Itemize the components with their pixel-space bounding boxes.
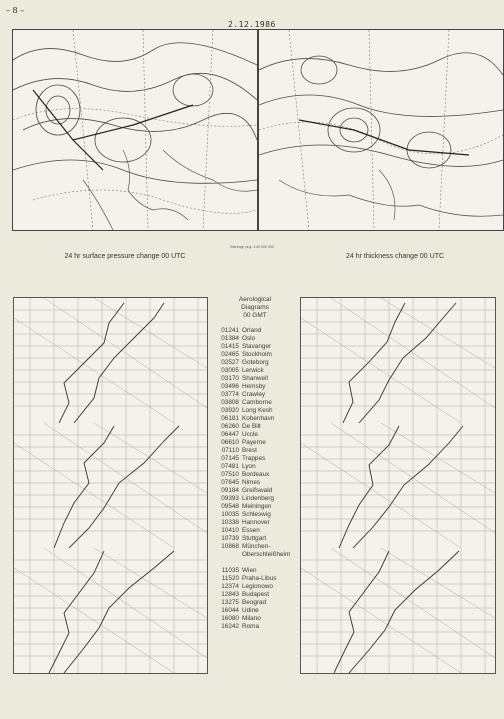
station-row xyxy=(211,431,299,439)
station-code: 07145 xyxy=(221,455,239,462)
station-row xyxy=(211,327,299,335)
station-code: 06260 xyxy=(221,423,239,430)
station-code: 12843 xyxy=(221,591,239,598)
station-name: Bordeaux xyxy=(242,471,270,478)
station-row xyxy=(211,375,299,383)
station-row xyxy=(211,407,299,415)
station-code: 16080 xyxy=(221,615,239,622)
station-code: 09548 xyxy=(221,503,239,510)
station-code: 11520 xyxy=(221,575,239,582)
station-code: 07645 xyxy=(221,479,239,486)
station-list xyxy=(211,296,299,631)
station-name: Greifswald xyxy=(242,487,273,494)
station-name: Hannover xyxy=(242,519,270,526)
station-code: 10868 xyxy=(221,543,239,550)
station-row xyxy=(211,471,299,479)
station-name: Wien xyxy=(242,567,257,574)
page-number: – 8 – xyxy=(6,6,25,15)
station-row xyxy=(211,351,299,359)
title-line-1: Aerological xyxy=(238,296,272,303)
station-code: 10338 xyxy=(221,519,239,526)
station-name: Hemsby xyxy=(242,383,266,390)
station-row xyxy=(211,519,299,527)
station-code: 10410 xyxy=(221,527,239,534)
station-code: 06610 xyxy=(221,439,239,446)
page-date: 2.12.1986 xyxy=(228,20,276,29)
projection-note: Stereogr. proj. 1:40 000 000 xyxy=(230,245,274,249)
station-code: 03170 xyxy=(221,375,239,382)
station-name: De Bilt xyxy=(242,423,261,430)
station-name: Shanwell xyxy=(242,375,268,382)
thickness-map-drawing xyxy=(259,30,503,230)
station-row xyxy=(211,543,299,551)
station-code: 03774 xyxy=(221,391,239,398)
station-row xyxy=(211,415,299,423)
station-code: 09184 xyxy=(221,487,239,494)
station-row xyxy=(211,463,299,471)
station-row xyxy=(211,383,299,391)
thickness-change-map xyxy=(258,29,504,231)
station-code: 11035 xyxy=(221,567,239,574)
station-name: Beograd xyxy=(242,599,267,606)
station-name: Goteborg xyxy=(242,359,269,366)
station-code: 13275 xyxy=(221,599,239,606)
station-row xyxy=(211,423,299,431)
station-row xyxy=(211,575,299,583)
station-row xyxy=(211,367,299,375)
station-code: 03808 xyxy=(221,399,239,406)
station-name: Lerwick xyxy=(242,367,264,374)
aerological-diagrams-left xyxy=(13,297,208,674)
station-row xyxy=(211,551,299,559)
station-name: Milano xyxy=(242,615,261,622)
station-code: 07110 xyxy=(221,447,239,454)
station-row xyxy=(211,503,299,511)
station-code: 07510 xyxy=(221,471,239,478)
surface-pressure-caption: 24 hr surface pressure change 00 UTC xyxy=(64,253,186,260)
station-row xyxy=(211,607,299,615)
aerological-diagram xyxy=(301,548,495,673)
station-row xyxy=(211,599,299,607)
station-name: Budapest xyxy=(242,591,270,598)
station-name: Payerne xyxy=(242,439,266,446)
station-row xyxy=(211,399,299,407)
station-name: Stavanger xyxy=(242,343,272,350)
station-row xyxy=(211,447,299,455)
aerological-title xyxy=(211,296,299,320)
station-row xyxy=(211,359,299,367)
station-code: 06181 xyxy=(221,415,239,422)
station-row xyxy=(211,567,299,575)
station-code xyxy=(211,551,242,559)
station-name: Long Kesh xyxy=(242,407,273,414)
station-name: Oslo xyxy=(242,335,256,342)
station-name: Trappes xyxy=(242,455,266,462)
station-row xyxy=(211,335,299,343)
aerological-diagram xyxy=(301,298,495,423)
surface-pressure-change-map xyxy=(12,29,258,231)
station-name: Stuttgart xyxy=(242,535,267,542)
station-code: 10739 xyxy=(221,535,239,542)
station-code: 03496 xyxy=(221,383,239,390)
station-code: 06447 xyxy=(221,431,239,438)
aerological-diagram xyxy=(14,298,207,423)
station-name: Lyon xyxy=(242,463,256,470)
station-code: 16044 xyxy=(221,607,239,614)
station-name: Kobenhavn xyxy=(242,415,275,422)
station-row xyxy=(211,535,299,543)
station-row xyxy=(211,559,299,567)
station-row xyxy=(211,527,299,535)
station-row xyxy=(211,623,299,631)
station-code: 16242 xyxy=(221,623,239,630)
station-name: Orland xyxy=(242,327,262,334)
station-code: 12374 xyxy=(221,583,239,590)
station-row xyxy=(211,511,299,519)
station-row xyxy=(211,455,299,463)
station-name: Schleswig xyxy=(242,511,271,518)
station-name: Uccle xyxy=(242,431,258,438)
station-name: Legionowo xyxy=(242,583,273,590)
station-name: Roma xyxy=(242,623,260,630)
station-rows xyxy=(211,327,299,631)
station-name xyxy=(242,559,299,567)
station-row xyxy=(211,391,299,399)
station-code: 10035 xyxy=(221,511,239,518)
station-code xyxy=(211,559,242,567)
aerological-diagram xyxy=(14,423,207,548)
title-line-2: Diagrams xyxy=(241,304,269,311)
station-row xyxy=(211,591,299,599)
station-name: Brest xyxy=(242,447,257,454)
station-name: Praha-Libus xyxy=(242,575,277,582)
station-name: Camborne xyxy=(242,399,272,406)
station-name: Lindenberg xyxy=(242,495,274,502)
station-row xyxy=(211,343,299,351)
station-name: Udine xyxy=(242,607,259,614)
aerological-diagram xyxy=(14,548,207,673)
station-code: 09393 xyxy=(221,495,239,502)
station-code: 02527 xyxy=(221,359,239,366)
station-code: 01415 xyxy=(221,343,239,350)
station-code: 03920 xyxy=(221,407,239,414)
station-row xyxy=(211,495,299,503)
station-name: Meiningen xyxy=(242,503,272,510)
station-row xyxy=(211,615,299,623)
station-code: 03005 xyxy=(221,367,239,374)
station-name: Stockholm xyxy=(242,351,272,358)
station-name: München- xyxy=(242,543,271,550)
aerological-diagrams-right xyxy=(300,297,496,674)
station-row xyxy=(211,487,299,495)
station-name: Nimes xyxy=(242,479,261,486)
station-name: Crawley xyxy=(242,391,266,398)
title-line-3: 00 GMT xyxy=(243,312,267,319)
thickness-caption: 24 hr thickness change 00 UTC xyxy=(345,253,445,260)
station-code: 01241 xyxy=(221,327,239,334)
station-code: 02465 xyxy=(221,351,239,358)
station-row xyxy=(211,583,299,591)
station-row xyxy=(211,479,299,487)
station-name: Essen xyxy=(242,527,260,534)
station-code: 07481 xyxy=(221,463,239,470)
aerological-diagram xyxy=(301,423,495,548)
station-row xyxy=(211,439,299,447)
pressure-map-drawing xyxy=(13,30,257,230)
station-code: 01384 xyxy=(221,335,239,342)
station-name: Oberschleißheim xyxy=(242,551,291,558)
